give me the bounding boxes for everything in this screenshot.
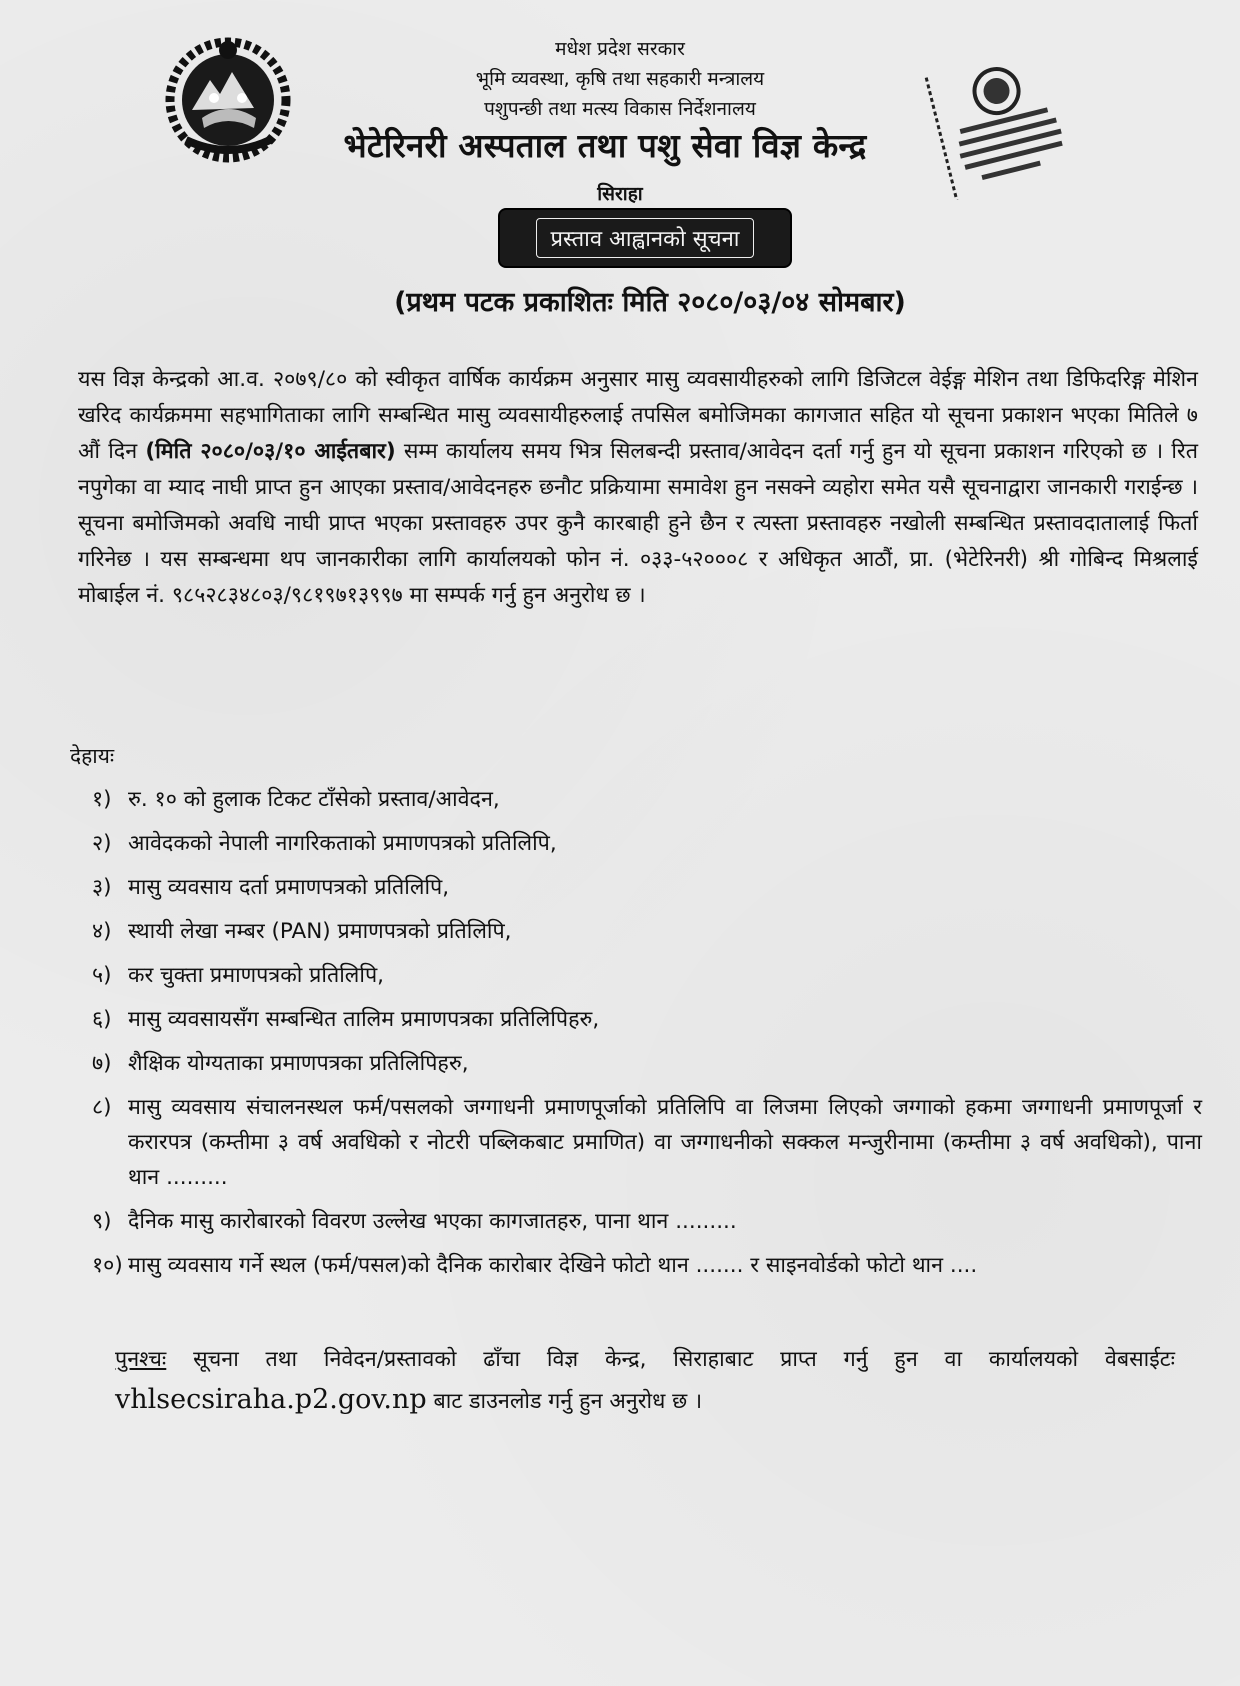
list-item (92, 1002, 1202, 1037)
list-item (92, 782, 1202, 817)
list-item (92, 870, 1202, 905)
item-text: मासु व्यवसाय संचालनस्थल फर्म/पसलको जग्गाधनी प्रमाणपूर्जाको प्रतिलिपि वा लिजमा लिएको जग्गाको हकमा जग्गाधनी प्रमाणपूर्जा र करारपत्र (कम्तीमा ३ वर्ष अवधिको र नोटरी पब्लिकबाट प्रमाणित) वा जग्गाधनीको सक्कल मन्जुरीनामा (कम्तीमा ३ वर्ष अवधिको), पाना थान ......... (128, 1095, 1202, 1190)
list-item (92, 1090, 1202, 1195)
item-text: दैनिक मासु कारोबारको विवरण उल्लेख भएका कागजातहरु, पाना थान ......... (128, 1209, 737, 1234)
list-item (92, 1204, 1202, 1239)
item-text: रु. १० को हुलाक टिकट टाँसेको प्रस्ताव/आवेदन, (128, 787, 500, 812)
directorate-name: पशुपन्छी तथा मत्स्य विकास निर्देशनालय (484, 98, 756, 120)
notice-title-box (500, 210, 790, 266)
item-text: मासु व्यवसाय दर्ता प्रमाणपत्रको प्रतिलिपि, (128, 875, 450, 900)
item-text: कर चुक्ता प्रमाणपत्रको प्रतिलिपि, (128, 963, 384, 988)
list-item (92, 826, 1202, 861)
item-number: १०) (92, 1253, 123, 1278)
item-text: स्थायी लेखा नम्बर (PAN) प्रमाणपत्रको प्रतिलिपि, (128, 919, 512, 944)
item-number: ७) (92, 1051, 112, 1076)
body-part-1: यस विज्ञ केन्द्रको आ.व. २०७९/८० को स्वीकृत वार्षिक कार्यक्रम अनुसार मासु व्यवसायीहरुको लागि डिजिटल वेईङ्ग मेशिन तथा डिफिदरिङ्ग मेशिन खरिद कार्यक्रममा सहभागिताका लागि सम्बन्धित मासु व्यवसायीहरुलाई तपसिल बमोजिमका कागजात सहित यो सूचना प्रकाशन भएका मितिले ७ औं दिन (78, 367, 1198, 464)
list-item (92, 1248, 1202, 1283)
district-name: सिराहा (597, 183, 643, 205)
postscript-label: पुनश्चः (115, 1347, 167, 1372)
item-number: २) (92, 831, 112, 856)
notice-body (78, 362, 1198, 614)
list-item (92, 914, 1202, 949)
office-name: भेटेरिनरी अस्पताल तथा पशु सेवा विज्ञ केन्द्र (343, 126, 867, 165)
postscript (115, 1340, 1175, 1422)
postscript-text-1: सूचना तथा निवेदन/प्रस्तावको ढाँचा विज्ञ केन्द्र, सिराहाबाट प्राप्त गर्नु हुन वा कार्यालयको वेबसाईटः (166, 1347, 1175, 1372)
body-part-2: सम्म कार्यालय समय भित्र सिलबन्दी प्रस्ताव/आवेदन दर्ता गर्नु हुन यो सूचना प्रकाशन गरिएको छ । रित नपुगेका वा म्याद नाघी प्राप्त हुन आएका प्रस्ताव/आवेदनहरु छनौट प्रक्रियामा समावेश हुन नसक्ने व्यहोरा समेत यसै सूचनाद्वारा जानकारी गराईन्छ । सूचना बमोजिमको अवधि नाघी प्राप्त भएका प्रस्तावहरु उपर कुनै कारबाही हुने छैन र त्यस्ता प्रस्तावहरु नखोली सम्बन्धित प्रस्तावदातालाई फिर्ता गरिनेछ । यस सम्बन्धमा थप जानकारीका लागि कार्यालयको फोन नं. ०३३-५२०००८ र अधिकृत आठौं, प्रा. (भेटेरिनरी) श्री गोबिन्द मिश्रलाई मोबाईल नं. ९८५२८३४८०३/९८१९७१३९९७ मा सम्पर्क गर्नु हुन अनुरोध छ । (78, 439, 1198, 608)
notice-title: प्रस्ताव आह्वानको सूचना (536, 218, 755, 258)
item-number: ४) (92, 919, 112, 944)
item-number: १) (92, 787, 112, 812)
item-number: ३) (92, 875, 112, 900)
requirements-list (92, 782, 1202, 1292)
item-number: ९) (92, 1209, 112, 1234)
item-text: मासु व्यवसाय गर्ने स्थल (फर्म/पसल)को दैनिक कारोबार देखिने फोटो थान ....... र साइनवोर्डको फोटो थान .... (128, 1253, 978, 1278)
item-text: मासु व्यवसायसँग सम्बन्धित तालिम प्रमाणपत्रका प्रतिलिपिहरु, (128, 1007, 600, 1032)
list-item (92, 1046, 1202, 1081)
ministry-name: भूमि व्यवस्था, कृषि तथा सहकारी मन्त्रालय (475, 68, 765, 90)
item-number: ५) (92, 963, 112, 988)
website-url: vhlsecsiraha.p2.gov.np (115, 1384, 427, 1415)
province-government: मधेश प्रदेश सरकार (555, 38, 685, 60)
letterhead (300, 34, 940, 124)
postscript-text-2: बाट डाउनलोड गर्नु हुन अनुरोध छ । (426, 1389, 703, 1414)
item-text: आवेदकको नेपाली नागरिकताको प्रमाणपत्रको प्रतिलिपि, (128, 831, 557, 856)
publication-date: (प्रथम पटक प्रकाशितः मिति २०८०/०३/०४ सोमबार) (394, 287, 906, 318)
item-text: शैक्षिक योग्यताका प्रमाणपत्रका प्रतिलिपिहरु, (128, 1051, 469, 1076)
list-item (92, 958, 1202, 993)
requirements-heading: देहायः (70, 744, 115, 768)
deadline-date: (मिति २०८०/०३/१० आईतबार) (145, 439, 396, 464)
item-number: ८) (92, 1095, 112, 1120)
item-number: ६) (92, 1007, 112, 1032)
